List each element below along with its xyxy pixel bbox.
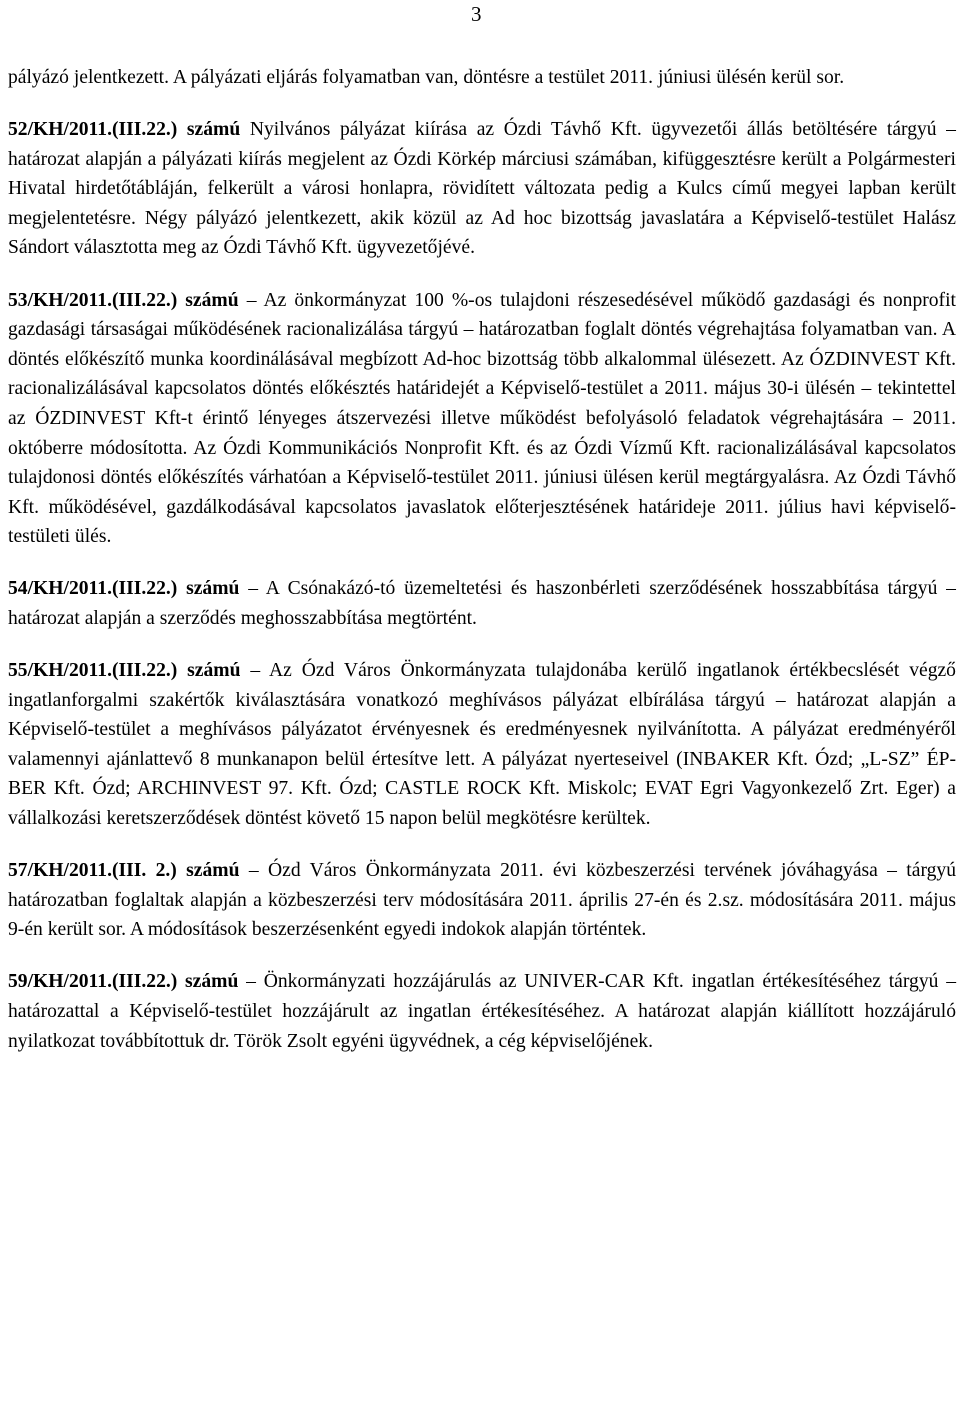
dash: – [246,971,256,993]
resolution-reference: 54/KH/2011.(III.22.) számú [8,578,240,600]
paragraph-57 [8,856,956,945]
document-body [8,63,956,1056]
dash: – [248,578,259,600]
paragraph-52 [8,115,956,263]
resolution-reference: 53/KH/2011.(III.22.) számú [8,289,239,311]
paragraph-55 [8,656,956,834]
resolution-reference: 57/KH/2011.(III. 2.) számú [8,860,240,882]
paragraph-continuation [8,63,956,93]
resolution-reference: 55/KH/2011.(III.22.) számú [8,660,241,682]
page-number: 3 [471,2,482,26]
paragraph-text: Nyilvános pályázat kiírása az Ózdi Távhő Kft. ügyvezetői állás betöltésére tárgyú – határozat alapján a pályázati kiírás megjelent az Ózdi Körkép márciusi számában, kifüggesztésre került a Polgármesteri Hivatal hirdetőtábláján, felkerült a városi honlapra, rövidített változata pedig a Kulcs című megyei lapban került megjelentetésre. Négy pályázó jelentkezett, akik közül az Ad hoc bizottság javaslatára a Képviselő-testület Halász Sándort választotta meg az Ózdi Távhő Kft. ügyvezetőjévé. [8,119,956,259]
paragraph-text: Önkormányzati hozzájárulás az UNIVER-CAR Kft. ingatlan értékesítéséhez tárgyú – határozattal a Képviselő-testület hozzájárult az ingatlan értékesítéséhez. A határozat alapján kiállított hozzájáruló nyilatkozat továbbítottuk dr. Török Zsolt egyéni ügyvédnek, a cég képviselőjének. [8,971,956,1052]
paragraph-54 [8,574,956,633]
resolution-reference: 52/KH/2011.(III.22.) számú [8,119,241,141]
resolution-reference: 59/KH/2011.(III.22.) számú [8,971,239,993]
dash: – [248,860,259,882]
dash: – [246,289,257,311]
paragraph-text: pályázó jelentkezett. A pályázati eljárás folyamatban van, döntésre a testület 2011. júniusi ülésén kerül sor. [8,67,845,88]
paragraph-53 [8,286,956,552]
paragraph-59 [8,967,956,1056]
paragraph-text: Ózd Város Önkormányzata 2011. évi közbeszerzési tervének jóváhagyása – tárgyú határozatban foglaltak alapján a közbeszerzési terv módosítására 2011. április 27-én és 2.sz. módosítására 2011. május 9-én került sor. A módosítások beszerzésenként egyedi indokok alapján történtek. [8,860,957,941]
dash: – [250,660,261,682]
paragraph-text: A Csónakázó-tó üzemeltetési és haszonbérleti szerződésének hosszabbítása tárgyú – határozat alapján a szerződés meghosszabbítása megtörtént. [8,578,956,629]
paragraph-text: Az Ózd Város Önkormányzata tulajdonába kerülő ingatlanok értékbecslését végző ingatlanforgalmi szakértők kiválasztására vonatkozó meghívásos pályázat elbírálása tárgyú – határozat alapján a Képviselő-testület a meghívásos pályázatot érvényesnek és eredményesnek nyilvánította. A pályázat eredményéről valamennyi ajánlattevő 8 munkanapon belül értesítve lett. A pályázat nyerteseivel (INBAKER Kft. Ózd; „L-SZ” ÉP-BER Kft. Ózd; ARCHINVEST 97. Kft. Ózd; CASTLE ROCK Kft. Miskolc; EVAT Egri Vagyonkezelő Zrt. Eger) a vállalkozási keretszerződések döntést követő 15 napon belül megkötésre kerültek. [8,660,956,830]
paragraph-text: Az önkormányzat 100 %-os tulajdoni részesedésével működő gazdasági és nonprofit gazdasági társaságai működésének racionalizálása tárgyú – határozatban foglalt döntés végrehajtása folyamatban van. A döntés előkészítő munka koordinálásával megbízott Ad-hoc bizottság több alkalommal ülésezett. Az ÓZDINVEST Kft. racionalizálásával kapcsolatos döntés előkésztés határidejét a Képviselő-testület a 2011. május 30-i ülésén – tekintettel az ÓZDINVEST Kft-t érintő lényeges átszervezési illetve működést befolyásoló feladatok végrehajtására – 2011. októberre módosította. Az Ózdi Kommunikációs Nonprofit Kft. és az Ózdi Vízmű Kft. racionalizálásával kapcsolatos tulajdonosi döntés előkészítés várhatóan a Képviselő-testület 2011. júniusi ülésen kerül megtárgyalásra. Az Ózdi Távhő Kft. működésével, gazdálkodásával kapcsolatos javaslatok előterjesztésének határideje 2011. július havi képviselő-testületi ülés. [8,289,956,548]
